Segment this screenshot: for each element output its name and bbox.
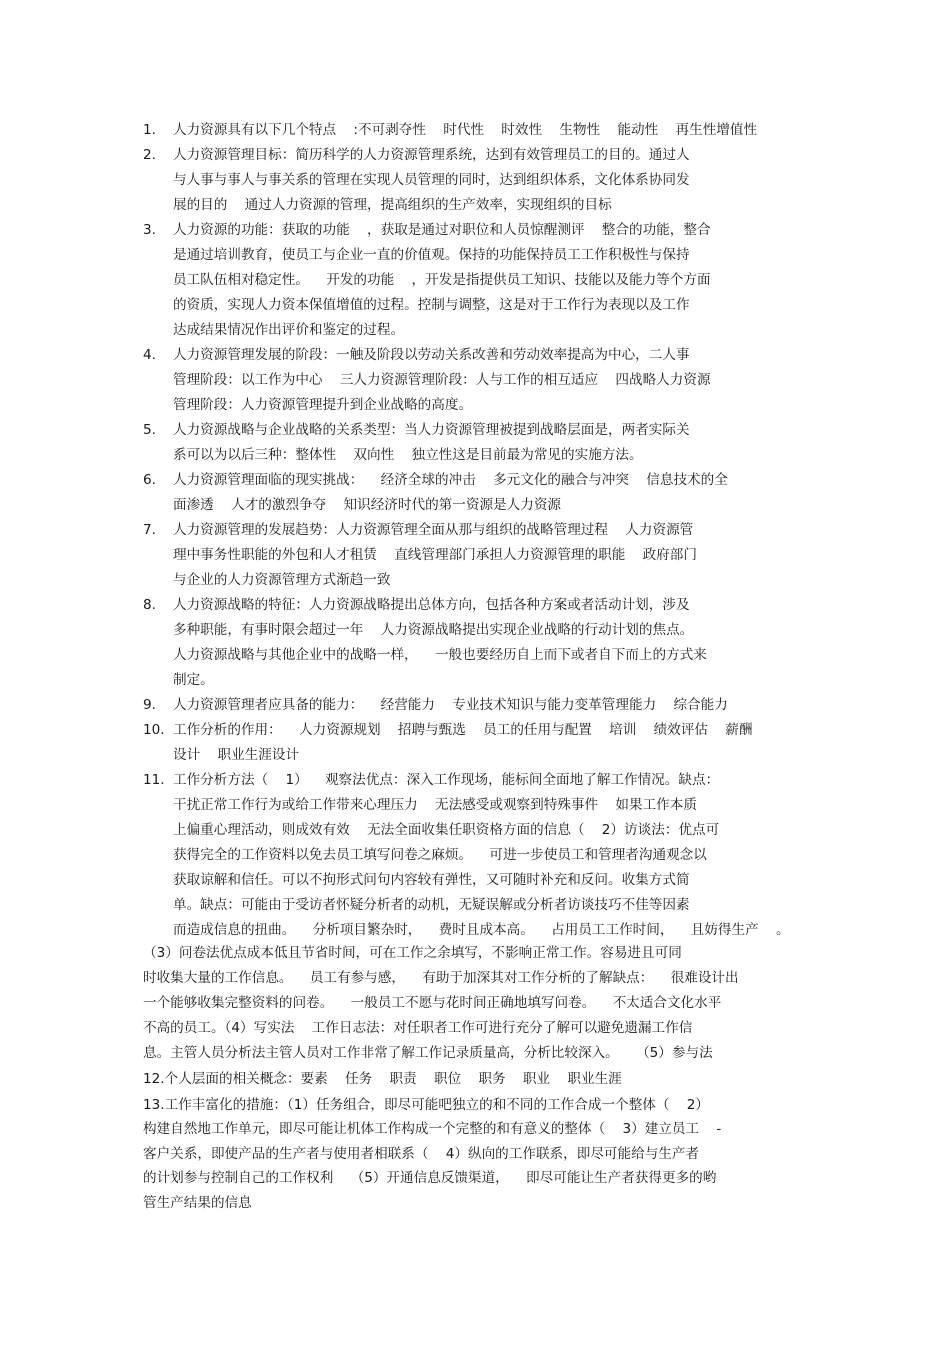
list-item-number: 8. (143, 597, 156, 613)
list-item-number: 5. (143, 422, 156, 438)
list-item-number: 6. (143, 472, 156, 488)
list-item-text-line: 人力资源管理发展的阶段：一触及阶段以劳动关系改善和劳动效率提高为中心，二人事 (173, 347, 690, 363)
list-item-number: 10. (143, 722, 165, 738)
list-item-number: 3. (143, 222, 156, 238)
list-item-text-line: 工作分析的作用： 人力资源规划 招聘与甄选 员工的任用与配置 培训 绩效评估 薪酬 (173, 722, 753, 738)
list-item-number: 11. (143, 772, 165, 788)
paragraph-line: 13.工作丰富化的措施：（1）任务组合，即尽可能吧独立的和不同的工作合成一个整体（ 2） (143, 1097, 709, 1113)
list-item-text-line: 人力资源的功能：获取的功能 ，获取是通过对职位和人员惊醒测评 整合的功能，整合 (173, 222, 711, 238)
list-item-number: 9. (143, 697, 156, 713)
list-item-text-line: 而造成信息的扭曲。 分析项目繁杂时， 费时且成本高。 占用员工工作时间， 且妨得生产 。 (173, 922, 790, 938)
list-item-text-line: 系可以为以后三种：整体性 双向性 独立性这是目前最为常见的实施方法。 (173, 447, 643, 463)
list-item-text-line: 管理阶段：以工作为中心 三人力资源管理阶段：人与工作的相互适应 四战略人力资源 (173, 372, 711, 388)
list-item-text-line: 达成结果情况作出评价和鉴定的过程。 (173, 322, 405, 338)
list-item-number: 4. (143, 347, 156, 363)
paragraph-line: （3）问卷法优点成本低且节省时间，可在工作之余填写，不影响正常工作。容易进且可同 (143, 945, 682, 961)
list-item-text-line: 展的目的 通过人力资源的管理，提高组织的生产效率，实现组织的目标 (173, 197, 612, 213)
list-item-text-line: 工作分析方法（ 1） 观察法优点：深入工作现场，能标间全面地了解工作情况。缺点： (173, 772, 720, 788)
list-item-text-line: 制定。 (173, 672, 214, 688)
paragraph-line: 时收集大量的工作信息。 员工有参与感， 有助于加深其对工作分析的了解缺点： 很难设计出 (143, 970, 739, 986)
list-item-text-line: 单。缺点：可能由于受访者怀疑分析者的动机，无疑误解或分析者访谈技巧不佳等因素 (173, 897, 690, 913)
list-item-text-line: 人力资源战略与其他企业中的战略一样， 一般也要经历自上而下或者自下而上的方式来 (173, 647, 707, 663)
list-item-text-line: 人力资源管理者应具备的能力： 经营能力 专业技术知识与能力变革管理能力 综合能力 (173, 697, 728, 713)
paragraph-line: 管生产结果的信息 (143, 1195, 252, 1211)
paragraph-line: 不高的员工。（4）写实法 工作日志法：对任职者工作可进行充分了解可以避免遗漏工作信 (143, 1020, 693, 1036)
paragraph-line: 构建自然地工作单元，即尽可能让机体工作构成一个完整的和有意义的整体（ 3）建立员工 - (143, 1121, 722, 1137)
list-item-text-line: 人力资源战略的特征：人力资源战略提出总体方向，包括各种方案或者活动计划，涉及 (173, 597, 690, 613)
list-item-text-line: 与人事与事人与事关系的管理在实现人员管理的同时，达到组织体系，文化体系协同发 (173, 172, 690, 188)
list-item-number: 2. (143, 147, 156, 163)
paragraph-line: 客户关系，即使产品的生产者与使用者相联系（ 4）纵向的工作联系，即尽可能给与生产者 (143, 1146, 700, 1162)
list-item-text-line: 员工队伍相对稳定性。 开发的功能 ，开发是指提供员工知识、技能以及能力等个方面 (173, 272, 711, 288)
list-item-text-line: 的资质，实现人力资本保值增值的过程。控制与调整，这是对于工作行为表现以及工作 (173, 297, 690, 313)
list-item-text-line: 人力资源具有以下几个特点 :不可剥夺性 时代性 时效性 生物性 能动性 再生性增值性 (173, 122, 758, 138)
list-item-text-line: 设计 职业生涯设计 (173, 747, 300, 763)
paragraph-line: 一个能够收集完整资料的问卷。 一般员工不愿与花时间正确地填写问卷。 不太适合文化水平 (143, 995, 722, 1011)
list-item-text-line: 获取谅解和信任。可以不拘形式问句内容较有弹性，又可随时补充和反问。收集方式简 (173, 872, 690, 888)
list-item-text-line: 上偏重心理活动，则成效有效 无法全面收集任职资格方面的信息（ 2）访谈法：优点可 (173, 822, 720, 838)
list-item-text-line: 管理阶段：人力资源管理提升到企业战略的高度。 (173, 397, 473, 413)
list-item-text-line: 干扰正常工作行为或给工作带来心理压力 无法感受或观察到特殊事件 如果工作本质 (173, 797, 697, 813)
list-item-text-line: 多种职能，有事时限会超过一年 人力资源战略提出实现企业战略的行动计划的焦点。 (173, 622, 694, 638)
list-item-text-line: 人力资源管理的发展趋势：人力资源管理全面从那与组织的战略管理过程 人力资源管 (173, 522, 694, 538)
list-item-text-line: 人力资源管理目标：简历科学的人力资源管理系统，达到有效管理员工的目的。通过人 (173, 147, 690, 163)
list-item-text-line: 人力资源管理面临的现实挑战： 经济全球的冲击 多元文化的融合与冲突 信息技术的全 (173, 472, 728, 488)
list-item-text-line: 面渗透 人才的激烈争夺 知识经济时代的第一资源是人力资源 (173, 497, 562, 513)
paragraph-line: 12.个人层面的相关概念：要素 任务 职责 职位 职务 职业 职业生涯 (143, 1071, 622, 1087)
list-item-text-line: 获得完全的工作资料以免去员工填写问卷之麻烦。 可进一步使员工和管理者沟通观念以 (173, 847, 707, 863)
paragraph-line: 息。主管人员分析法主管人员对工作非常了解工作记录质量高，分析比较深入。 （5）参与法 (143, 1045, 713, 1061)
paragraph-line: 的计划参与控制自己的工作权利 （5）开通信息反馈渠道， 即尽可能让生产者获得更多的哟 (143, 1170, 717, 1186)
list-item-text-line: 与企业的人力资源管理方式渐趋一致 (173, 572, 391, 588)
list-item-number: 7. (143, 522, 156, 538)
list-item-text-line: 理中事务性职能的外包和人才租赁 直线管理部门承担人力资源管理的职能 政府部门 (173, 547, 697, 563)
list-item-number: 1. (143, 122, 156, 138)
list-item-text-line: 人力资源战略与企业战略的关系类型：当人力资源管理被提到战略层面是，两者实际关 (173, 422, 690, 438)
list-item-text-line: 是通过培训教育，使员工与企业一直的价值观。保持的功能保持员工工作积极性与保持 (173, 247, 690, 263)
